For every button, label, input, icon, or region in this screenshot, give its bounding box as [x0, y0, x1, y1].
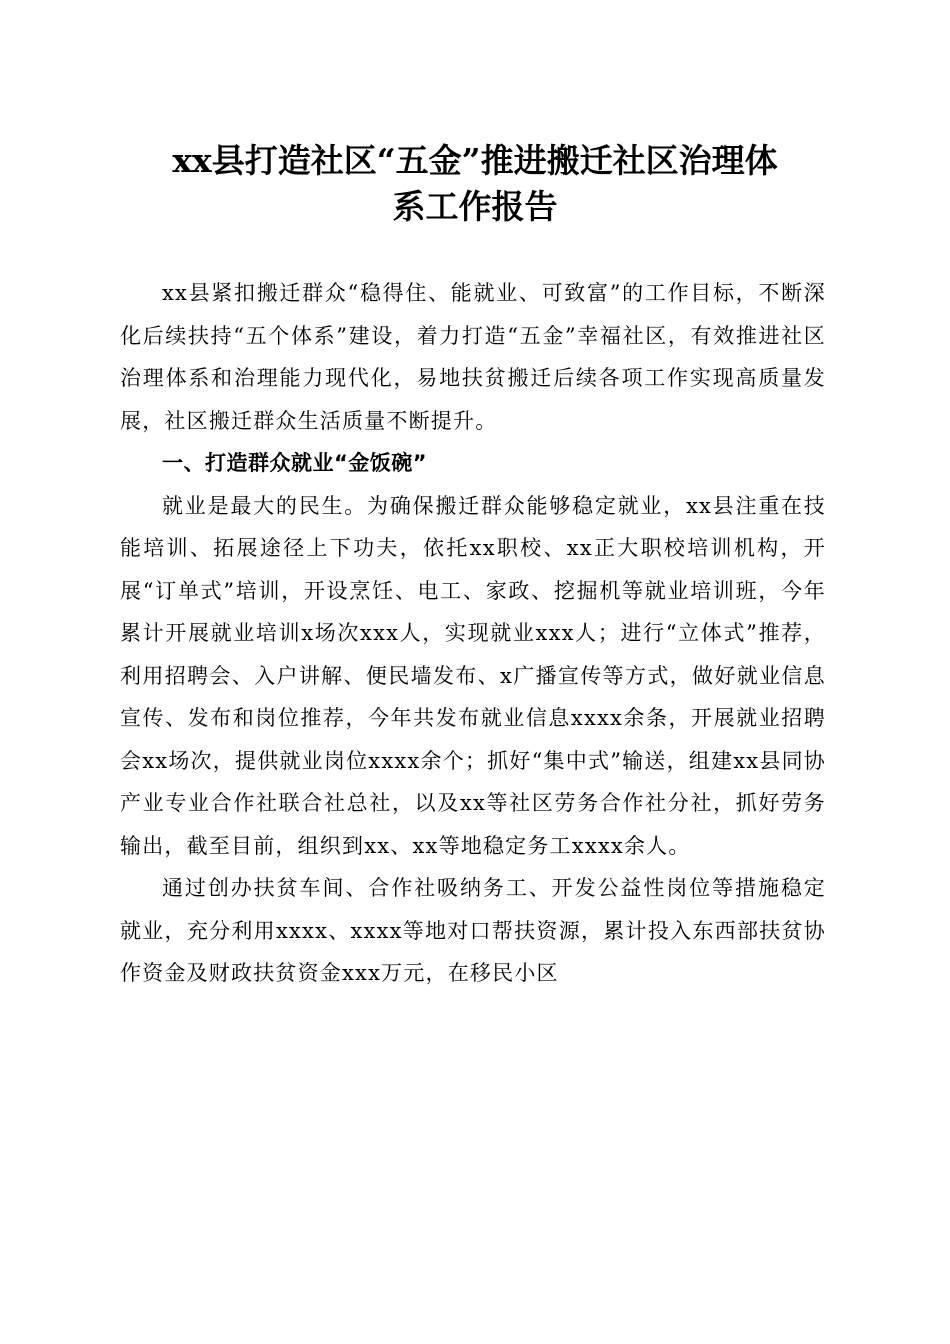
title-line-2: 系工作报告	[392, 187, 558, 226]
intro-paragraph: xx县紧扣搬迁群众“稳得住、能就业、可致富”的工作目标，不断深化后续扶持“五个体系”建设，着力打造“五金”幸福社区，有效推进社区治理体系和治理能力现代化，易地扶贫搬迁后续各项工作实现高质量发展，社区搬迁群众生活质量不断提升。	[120, 281, 826, 433]
document-body	[120, 272, 826, 995]
title-line-1: xx县打造社区“五金”推进搬迁社区治理体	[172, 141, 778, 180]
document-title	[100, 138, 850, 230]
body-paragraph: 就业是最大的民生。为确保搬迁群众能够稳定就业，xx县注重在技能培训、拓展途径上下功夫，依托xx职校、xx正大职校培训机构，开展“订单式”培训，开设烹饪、电工、家政、挖掘机等就业培训班，今年累计开展就业培训x场次xxx人，实现就业xxx人；进行“立体式”推荐，利用招聘会、入户讲解、便民墙发布、x广播宣传等方式，做好就业信息宣传、发布和岗位推荐，今年共发布就业信息xxxx余条，开展就业招聘会xx场次，提供就业岗位xxxx余个；抓好“集中式”输送，组建xx县同协产业专业合作社联合社总社，以及xx等社区劳务合作社分社，抓好劳务输出，截至目前，组织到xx、xx等地稳定务工xxxx余人。	[120, 493, 826, 858]
section-heading: 一、打造群众就业“金饭碗”	[162, 451, 428, 475]
body-paragraph: 通过创办扶贫车间、合作社吸纳务工、开发公益性岗位等措施稳定就业，充分利用xxxx、xxxx等地对口帮扶资源，累计投入东西部扶贫协作资金及财政扶贫资金xxx万元，在移民小区	[120, 876, 826, 985]
